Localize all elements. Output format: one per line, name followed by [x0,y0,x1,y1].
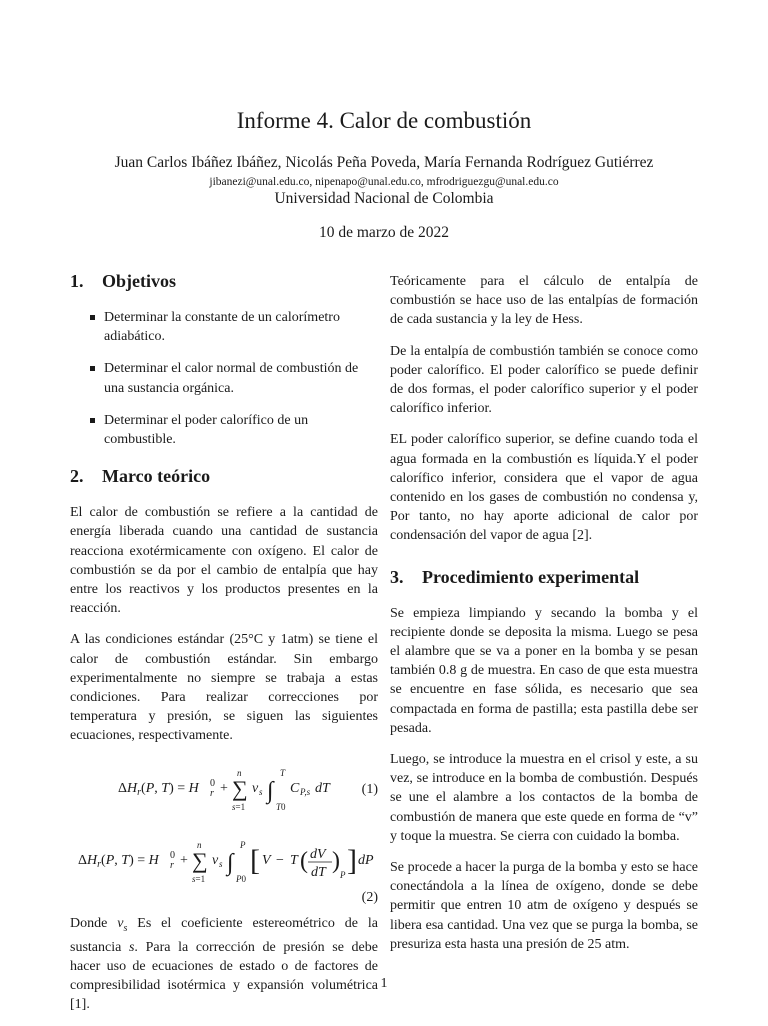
svg-text:P: P [340,869,346,880]
section-number: 2. [70,466,84,487]
svg-text:T: T [280,767,286,778]
svg-text:T: T [290,852,298,868]
svg-text:dT: dT [315,780,330,796]
square-bullet-icon [90,418,95,423]
author-emails: jibanezi@unal.edu.co, nipenapo@unal.edu.co, mfrodriguezgu@unal.edu.co [209,176,559,188]
section-heading-procedimiento [390,566,698,588]
svg-text:−: − [276,852,284,868]
svg-text:P: P [240,839,246,850]
svg-text:V: V [262,852,271,868]
svg-text:T0: T0 [276,801,286,812]
square-bullet-icon [90,366,95,371]
svg-text:v: v [252,780,259,796]
square-bullet-icon [90,315,95,320]
math-variable: v [117,915,124,931]
svg-text:s=1: s=1 [232,801,246,812]
affiliation: Universidad Nacional de Colombia [274,190,494,207]
svg-text:∫: ∫ [267,777,274,804]
text-segment: Donde [70,915,118,931]
author-list: Juan Carlos Ibáñez Ibáñez, Nicolás Peña Poveda, María Fernanda Rodríguez Gutiérrez [114,154,654,171]
section-heading-marco [70,465,378,487]
svg-text:): ) [332,847,340,874]
svg-text:P0: P0 [236,873,246,884]
section-title: Marco teórico [102,466,211,487]
svg-text:dT: dT [311,864,326,880]
svg-text:0: 0 [210,777,215,789]
paragraph [70,914,378,1015]
svg-text:+: + [220,780,228,796]
objectives-list [70,308,378,449]
paragraph: Se empieza limpiando y secando la bomba y el recipiente donde se deposita la misma. Luego se pesa el alambre que se va a poner en la bomba y se pesan también 0.8 g de muestra. En caso de que esta muestra se encuentre en fase sólida, es necesario que sea compactada en forma de pastilla; esta pastilla debe ser pesada. [390,605,698,736]
paragraph: Se procede a hacer la purga de la bomba y esto se hace conectándola a la línea de oxígeno, donde se debe permitir que entren 10 atm de oxígeno y después se libera esa cantidad. Una vez que se purga la bomba, se presuriza esta hasta una presión de 25 atm. [390,860,698,952]
svg-text:v: v [212,852,219,868]
svg-text:n: n [197,839,202,850]
right-column [390,272,698,966]
section-title: Procedimiento experimental [422,566,640,587]
equation-1-formula [70,758,350,818]
section-number: 3. [390,566,404,587]
list-item [90,308,378,346]
paragraph: A las condiciones estándar (25°C y 1atm) se tiene el calor de combustión estándar. Sin embargo experimentalmente no siempre se trabaja a estas condiciones. Para realizar correcciones por temperatura y presión, se siguen las siguientes ecuaciones, respectivamente. [70,632,378,744]
svg-text:+: + [180,852,188,868]
svg-text:r: r [170,859,174,871]
math-subscript: s [123,922,128,934]
list-item-text: Determinar el poder calorífico de un combustible. [104,412,309,448]
svg-text:ΔHr(P, T) = H: $\Delta H_r(P$, T) = H [78,852,159,870]
equation-2-formula [70,830,378,890]
section-title: Objetivos [102,271,176,291]
svg-text:C: C [290,780,300,796]
equation-2 [70,830,378,906]
paper-title: Informe 4. Calor de combustión [236,108,532,133]
svg-text:n: n [237,767,242,778]
list-item-text: Determinar el calor normal de combustión de una sustancia orgánica. [104,361,359,396]
paragraph: Teóricamente para el cálculo de entalpía de combustión se hace uso de las entalpías de formación de cada sustancia y la ley de Hess. [390,274,698,328]
svg-text:P,s: P,s [300,786,311,797]
svg-text:dV: dV [310,846,326,862]
paragraph: De la entalpía de combustión también se conoce como poder calorífico. El poder calorífico se puede definir de dos formas, el poder calorífico superior y el poder calorífico inferior. [390,343,698,417]
svg-text:0: 0 [170,849,175,861]
paragraph: El calor de combustión se refiere a la cantidad de energía liberada cuando una cantidad de sustancia reacciona exotérmicamente con oxígeno. El calor de combustión se da por el cambio de entalpía que hay entre los reactivos y los productos presentes en la reacción. [70,505,378,617]
paragraph: Luego, se introduce la muestra en el crisol y este, a su vez, se introduce en la bomba de combustión. Después se une el alambre a los contactos de la bomba de combustión de manera que este quede en forma de “v” y toque la muestra. Se cierra con cuidado la bomba. [390,752,698,844]
equation-1 [70,758,378,818]
page-number: 1 [380,976,388,991]
text-segment: Es el coeficiente estereométrico de la sustancia [70,915,378,955]
list-item-text: Determinar la constante de un calorímetro adiabático. [104,310,340,345]
svg-text:[: [ [250,843,260,877]
svg-text:∑: ∑ [192,847,208,873]
svg-text:(: ( [300,847,308,874]
math-variable: s [128,939,135,955]
svg-text:ΔHr(P, T) = H: $\Delta H_r(P$, T) = H [118,780,199,798]
svg-text:∑: ∑ [232,775,248,801]
svg-text:s=1: s=1 [192,873,206,884]
section-heading-objetivos [70,270,378,292]
svg-text:]: ] [347,843,357,877]
left-column [70,270,378,1026]
svg-text:s: s [219,858,223,869]
list-item [90,411,378,449]
equation-number: (2) [361,889,378,905]
section-number: 1. [70,271,84,291]
svg-text:r: r [210,787,214,799]
svg-text:∫: ∫ [227,849,234,876]
equation-number: (1) [361,781,378,797]
svg-text:dP: dP [358,852,374,868]
publication-date: 10 de marzo de 2022 [319,224,449,241]
list-item [90,359,378,397]
svg-text:s: s [259,786,263,797]
text-segment: . Para la corrección de presión se debe hacer uso de ecuaciones de estado o de factores de compresibilidad isotérmica y expansión volumétrica [1]. [70,939,378,1013]
paragraph: EL poder calorífico superior, se define cuando toda el agua formada en la combustión es líquida.Y el poder calorífico inferior, considera que el vapor de agua contenido en los gases de combustión no condensa y, Por tanto, no hay aporte adicional de calor por condensación del vapor de agua [2]. [390,432,698,544]
